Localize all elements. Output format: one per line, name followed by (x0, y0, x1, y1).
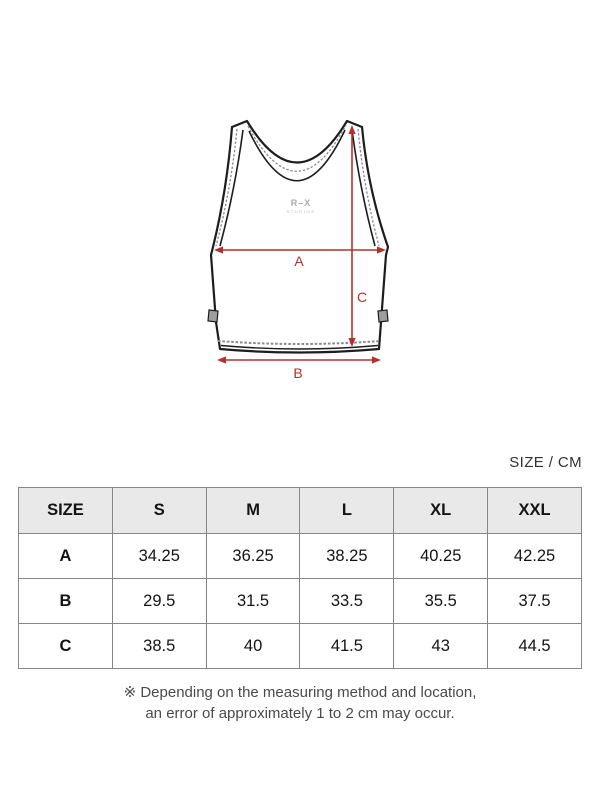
row-a-value-xxl: 42.25 (488, 534, 582, 579)
row-b-value-s: 29.5 (112, 579, 206, 624)
row-a-value-m: 36.25 (206, 534, 300, 579)
measure-b-label: B (293, 365, 303, 381)
row-a-label: A (19, 534, 113, 579)
row-c-value-m: 40 (206, 624, 300, 669)
header-cell-size: SIZE (19, 488, 113, 534)
disclaimer-line-2: an error of approximately 1 to 2 cm may occur. (145, 705, 455, 722)
measure-b-arrowhead-left (217, 356, 226, 363)
table-row-c (19, 624, 582, 669)
brand-logo-subtext: STUDIOS (286, 209, 316, 214)
right-side-tab (378, 310, 388, 322)
row-c-value-xxl: 44.5 (488, 624, 582, 669)
row-c-label: C (19, 624, 113, 669)
row-b-value-xxl: 37.5 (488, 579, 582, 624)
header-cell-s: S (112, 488, 206, 534)
row-b-value-m: 31.5 (206, 579, 300, 624)
measure-c-label: C (357, 289, 368, 305)
brand-logo-text: R–X (290, 198, 312, 208)
row-c-value-l: 41.5 (300, 624, 394, 669)
table-row-b (19, 579, 582, 624)
garment-measurement-diagram (185, 100, 415, 400)
row-b-value-l: 33.5 (300, 579, 394, 624)
size-unit-label: SIZE / CM (509, 454, 582, 471)
row-a-value-xl: 40.25 (394, 534, 488, 579)
header-cell-xxl: XXL (488, 488, 582, 534)
measure-a-label: A (294, 253, 304, 269)
left-side-tab (208, 310, 218, 322)
row-b-label: B (19, 579, 113, 624)
disclaimer-line-1: ※ Depending on the measuring method and location, (123, 684, 477, 701)
table-row-a (19, 534, 582, 579)
row-a-value-l: 38.25 (300, 534, 394, 579)
row-b-value-xl: 35.5 (394, 579, 488, 624)
size-chart-table (18, 487, 582, 669)
row-a-value-s: 34.25 (112, 534, 206, 579)
header-cell-m: M (206, 488, 300, 534)
measure-b-arrowhead-right (372, 356, 381, 363)
measurement-disclaimer (0, 682, 600, 724)
row-c-value-xl: 43 (394, 624, 488, 669)
row-c-value-s: 38.5 (112, 624, 206, 669)
header-cell-l: L (300, 488, 394, 534)
header-cell-xl: XL (394, 488, 488, 534)
size-table-header-row (19, 488, 582, 534)
